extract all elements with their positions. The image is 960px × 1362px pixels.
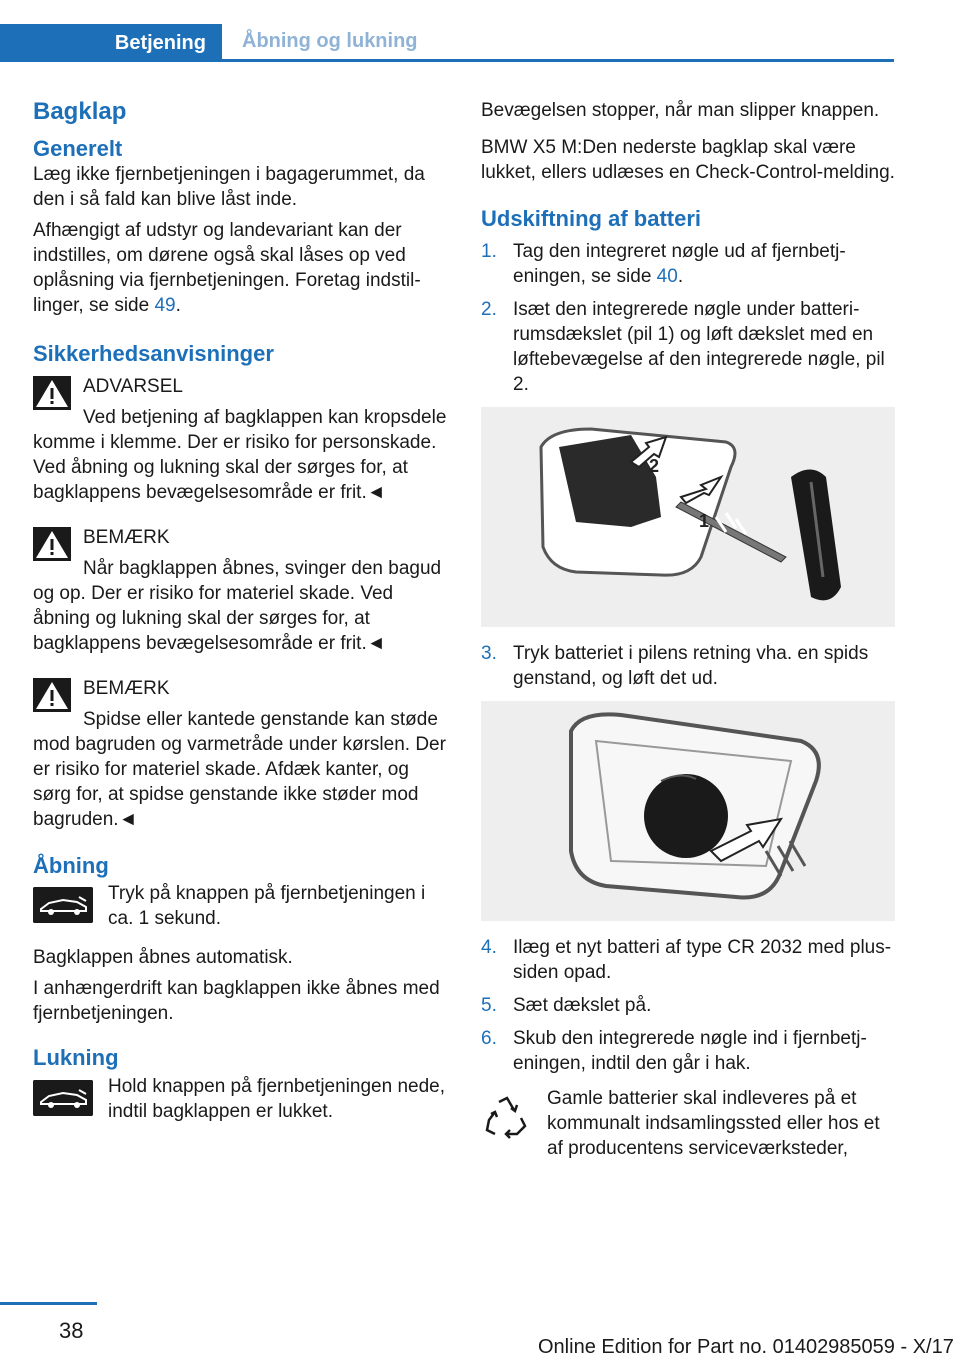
warning-triangle-icon <box>33 527 71 561</box>
heading-lukning: Lukning <box>33 1045 119 1071</box>
warning-block-bemaerk-2 <box>33 676 448 832</box>
warning-triangle-icon <box>33 678 71 712</box>
tab-aabning-og-lukning[interactable]: Åbning og lukning <box>242 30 418 52</box>
figure-battery-removal <box>481 701 895 921</box>
page-link-40[interactable]: 40 <box>656 265 678 287</box>
heading-aabning: Åbning <box>33 852 109 878</box>
heading-bagklap: Bagklap <box>33 98 127 125</box>
warning-title: ADVARSEL <box>83 375 183 397</box>
battery-steps <box>481 239 895 397</box>
header-tabbar <box>0 24 894 62</box>
paragraph-trailer: I anhængerdrift kan bagklappen ikke åbnes med fjernbetjeningen. <box>33 978 440 1025</box>
battery-steps-cont <box>481 641 895 691</box>
step-2 <box>481 297 895 397</box>
heading-generelt: Generelt <box>33 135 123 161</box>
header-rule <box>0 59 894 62</box>
step-text: Tag den integreret nøgle ud af fjernbetjeningen, se side <box>513 240 846 287</box>
step-6 <box>481 1026 895 1076</box>
tailgate-button-icon <box>33 1080 93 1116</box>
warning-text: Ved betjening af bagklappen kan kropsdele komme i klemme. Der er risiko for personskade. Ved åbning og lukning skal der sørges for, at bagklappens bevægelsesområde er frit.◄ <box>33 406 447 503</box>
heading-udskiftning-batteri: Udskiftning af batteri <box>481 206 702 231</box>
right-column <box>481 98 895 1161</box>
edition-text: Online Edition for Part no. 01402985059 - X/17 <box>538 1336 954 1358</box>
paragraph-unlock-end: . <box>175 295 181 317</box>
step-4 <box>481 935 895 985</box>
step-text: Ilæg et nyt batteri af type CR 2032 med plus-siden opad. <box>513 936 892 983</box>
paragraph-x5m: BMW X5 M:Den nederste bagklap skal være lukket, ellers udlæses en Check-Control-melding. <box>481 137 895 183</box>
step-number: 2. <box>481 298 497 320</box>
warning-text: Spidse eller kantede genstande kan støde mod bagruden og varmetråde under kørslen. Der er risiko for materiel skade. Afdæk kanter, og sørg for, at spidse genstande ikke støder mod bagruden.◄ <box>33 708 446 830</box>
recycle-note <box>481 1086 895 1161</box>
step-number: 3. <box>481 642 497 664</box>
close-instruction <box>33 1074 448 1124</box>
step-1 <box>481 239 895 289</box>
figure-arrow-label-2: 2 <box>649 455 660 476</box>
open-text: Tryk på knappen på fjernbetjeningen i ca. 1 sekund. <box>108 883 426 930</box>
paragraph-auto-open: Bagklappen åbnes automatisk. <box>33 947 293 969</box>
step-3 <box>481 641 895 691</box>
warning-block-bemaerk-1 <box>33 525 448 656</box>
paragraph-remote-inside: Læg ikke fjernbetjeningen i bagagerummet, da den i så fald kan blive låst inde. <box>33 164 425 211</box>
page-number: 38 <box>59 1318 84 1343</box>
page-link-49[interactable]: 49 <box>154 295 176 317</box>
paragraph-unlock-setting <box>33 218 448 318</box>
footer-rule <box>0 1302 97 1305</box>
key-cover-illustration <box>481 407 895 627</box>
warning-title: BEMÆRK <box>83 677 170 699</box>
warning-block-advarsel <box>33 374 448 505</box>
step-number: 1. <box>481 240 497 262</box>
close-text: Hold knappen på fjernbetjeningen nede, indtil bagklappen er lukket. <box>108 1075 445 1122</box>
recycle-text: Gamle batterier skal indleveres på et kommunalt indsamlingssted eller hos et af producentens serviceværksteder, <box>547 1087 880 1159</box>
warning-triangle-icon <box>33 376 71 410</box>
figure-key-remove-cover <box>481 407 895 627</box>
open-instruction <box>33 881 448 931</box>
step-text: Isæt den integrerede nøgle under batterirumsdækslet (pil 1) og løft dækslet med en løftebevægelse af den integrerede nøgle, pil 2. <box>513 298 885 395</box>
warning-title: BEMÆRK <box>83 526 170 548</box>
paragraph-unlock-text: Afhængigt af udstyr og landevariant kan der indstilles, om dørene også skal låses op ved oplåsning via fjernbetjeningen. Foretag indstillinger, se side <box>33 220 421 317</box>
battery-steps-final <box>481 935 895 1076</box>
step-number: 4. <box>481 936 497 958</box>
step-text: Tryk batteriet i pilens retning vha. en spids genstand, og løft det ud. <box>513 642 869 689</box>
tab-betjening[interactable]: Betjening <box>0 24 222 62</box>
step-number: 5. <box>481 994 497 1016</box>
step-5 <box>481 993 895 1018</box>
step-number: 6. <box>481 1027 497 1049</box>
step-text: Sæt dækslet på. <box>513 994 652 1016</box>
warning-text: Når bagklappen åbnes, svinger den bagud og op. Der er risiko for materiel skade. Ved åbning og lukning skal der sørges for, at bagklappens bevægelsesområde er frit.◄ <box>33 557 442 654</box>
battery-illustration <box>481 701 895 921</box>
step-end: . <box>677 265 684 287</box>
step-text: Skub den integrerede nøgle ind i fjernbetjeningen, indtil den går i hak. <box>513 1027 867 1074</box>
paragraph-movement-stops: Bevægelsen stopper, når man slipper knappen. <box>481 100 880 121</box>
recycle-icon <box>481 1092 531 1142</box>
tailgate-button-icon <box>33 887 93 923</box>
figure-arrow-label-1: 1 <box>699 510 710 531</box>
left-column <box>33 98 448 1138</box>
heading-sikkerhedsanvisninger: Sikkerhedsanvisninger <box>33 341 274 367</box>
